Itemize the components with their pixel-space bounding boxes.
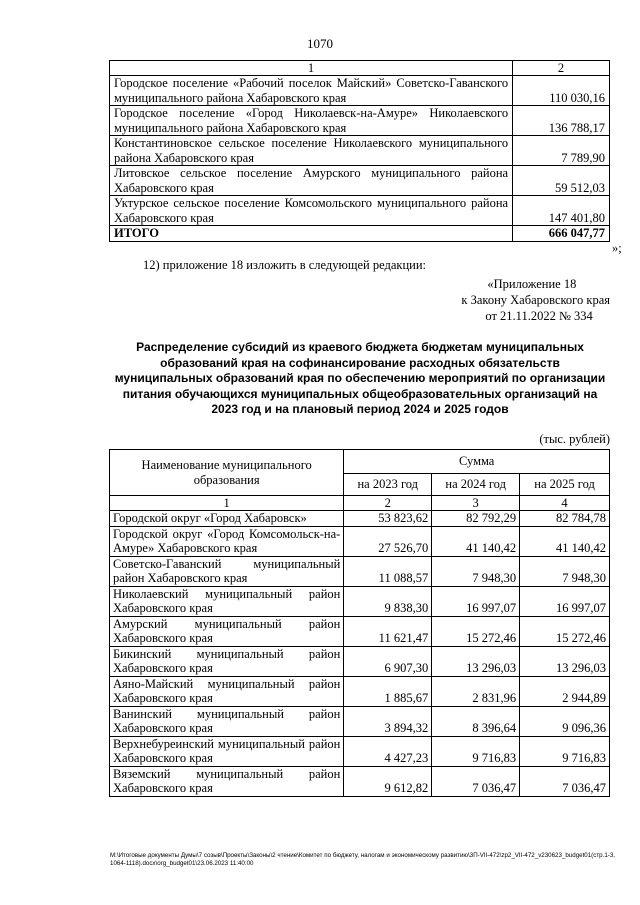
row-value-2024: 82 792,29 xyxy=(432,511,520,527)
appendix-reference xyxy=(461,276,610,324)
header-year-2024: на 2024 год xyxy=(432,474,520,496)
row-name: Городской округ «Город Хабаровск» xyxy=(110,511,344,527)
table-row xyxy=(110,106,610,136)
row-value-2025: 7 948,30 xyxy=(520,556,610,586)
table-row xyxy=(110,676,610,706)
column-number: 4 xyxy=(520,496,610,511)
row-sum: 110 030,16 xyxy=(513,76,610,106)
row-sum: 59 512,03 xyxy=(513,166,610,196)
closing-quote: »; xyxy=(612,241,622,255)
row-value-2024: 7 948,30 xyxy=(432,556,520,586)
row-value-2024: 13 296,03 xyxy=(432,646,520,676)
row-value-2023: 11 088,57 xyxy=(344,556,432,586)
total-label: ИТОГО xyxy=(110,226,513,242)
row-value-2023: 4 427,23 xyxy=(344,736,432,766)
column-number: 1 xyxy=(110,496,344,511)
row-name: Амурский муниципальный район Хабаровского края xyxy=(110,616,344,646)
header-sum: Сумма xyxy=(344,450,610,474)
header-municipality: Наименование муниципального образования xyxy=(110,450,344,496)
row-sum: 147 401,80 xyxy=(513,196,610,226)
table-row xyxy=(110,136,610,166)
row-value-2023: 9 612,82 xyxy=(344,766,432,796)
row-name: Ванинский муниципальный район Хабаровского края xyxy=(110,706,344,736)
table-row xyxy=(110,646,610,676)
page-number: 1070 xyxy=(307,36,333,51)
table-row xyxy=(110,166,610,196)
row-value-2023: 11 621,47 xyxy=(344,616,432,646)
row-value-2023: 3 894,32 xyxy=(344,706,432,736)
column-number: 2 xyxy=(344,496,432,511)
item-12-text: 12) приложение 18 изложить в следующей редакции: xyxy=(143,258,426,272)
row-name: Городское поселение «Город Николаевск-на-Амуре» Николаевского муниципального района Хабаровского края xyxy=(110,106,513,136)
row-name: Николаевский муниципальный район Хабаровского края xyxy=(110,586,344,616)
row-name: Верхнебуреинский муниципальный район Хабаровского края xyxy=(110,736,344,766)
row-sum: 7 789,90 xyxy=(513,136,610,166)
row-value-2023: 9 838,30 xyxy=(344,586,432,616)
table2-numbers-row xyxy=(110,496,610,511)
header-year-2025: на 2025 год xyxy=(520,474,610,496)
row-name: Городской округ «Город Комсомольск-на-Амуре» Хабаровского края xyxy=(110,526,344,556)
row-name: Вяземский муниципальный район Хабаровского края xyxy=(110,766,344,796)
row-value-2024: 2 831,96 xyxy=(432,676,520,706)
row-value-2024: 15 272,46 xyxy=(432,616,520,646)
row-name: Советско-Гаванский муниципальный район Хабаровского края xyxy=(110,556,344,586)
file-path-footer: M:\Итоговые документы Думы\7 созыв\Проекты\Законы\2 чтение\Комитет по бюджету, налогам и экономическому развитию\3П-VII-472\zp2_VII-472_v230623_budget01(стр.1-3, 1064-1118).docx\org_budget01\23.06.2023 11:40:00 xyxy=(110,852,615,867)
row-name: Константиновское сельское поселение Николаевского муниципального района Хабаровского края xyxy=(110,136,513,166)
row-value-2024: 7 036,47 xyxy=(432,766,520,796)
row-value-2025: 2 944,89 xyxy=(520,676,610,706)
total-sum: 666 047,77 xyxy=(513,226,610,242)
appendix-line-1: «Приложение 18 xyxy=(487,277,577,291)
row-name: Литовское сельское поселение Амурского муниципального района Хабаровского края xyxy=(110,166,513,196)
row-name: Городское поселение «Рабочий поселок Майский» Советско-Гаванского муниципального района Хабаровского края xyxy=(110,76,513,106)
appendix-line-2: к Закону Хабаровского края xyxy=(461,293,610,307)
header-year-2023: на 2023 год xyxy=(344,474,432,496)
row-name: Аяно-Майский муниципальный район Хабаровского края xyxy=(110,676,344,706)
table-row xyxy=(110,76,610,106)
row-value-2024: 8 396,64 xyxy=(432,706,520,736)
table-row xyxy=(110,511,610,527)
table-row xyxy=(110,736,610,766)
row-value-2023: 1 885,67 xyxy=(344,676,432,706)
row-value-2023: 27 526,70 xyxy=(344,526,432,556)
document-title: Распределение субсидий из краевого бюджета бюджетам муниципальных образований края на софинансирование расходных обязательств муниципальных образований края по обеспечению мероприятий по организации питания обучающихся муниципальных общеобразовательных организаций на 2023 год и на плановый период 2024 и 2025 годов xyxy=(114,340,606,416)
row-value-2023: 53 823,62 xyxy=(344,511,432,527)
column-number: 3 xyxy=(432,496,520,511)
row-value-2025: 82 784,78 xyxy=(520,511,610,527)
table-row xyxy=(110,556,610,586)
row-value-2025: 7 036,47 xyxy=(520,766,610,796)
subsidy-distribution-table xyxy=(109,449,610,797)
table1-header-col2: 2 xyxy=(513,61,610,76)
row-value-2024: 41 140,42 xyxy=(432,526,520,556)
row-value-2025: 9 096,36 xyxy=(520,706,610,736)
table-row xyxy=(110,526,610,556)
table-row xyxy=(110,766,610,796)
row-value-2024: 16 997,07 xyxy=(432,586,520,616)
total-row xyxy=(110,226,610,242)
row-name: Бикинский муниципальный район Хабаровского края xyxy=(110,646,344,676)
row-value-2025: 9 716,83 xyxy=(520,736,610,766)
table-row xyxy=(110,706,610,736)
appendix-line-3: от 21.11.2022 № 334 xyxy=(485,309,593,323)
row-name: Уктурское сельское поселение Комсомольского муниципального района Хабаровского края xyxy=(110,196,513,226)
table-row xyxy=(110,616,610,646)
table-row xyxy=(110,586,610,616)
row-value-2025: 41 140,42 xyxy=(520,526,610,556)
units-label: (тыс. рублей) xyxy=(539,432,610,446)
table1-header-col1: 1 xyxy=(110,61,513,76)
subsidy-settlements-table xyxy=(109,60,610,242)
table2-header-row xyxy=(110,450,610,474)
table1-header-row xyxy=(110,61,610,76)
row-value-2025: 13 296,03 xyxy=(520,646,610,676)
row-sum: 136 788,17 xyxy=(513,106,610,136)
row-value-2025: 15 272,46 xyxy=(520,616,610,646)
row-value-2025: 16 997,07 xyxy=(520,586,610,616)
row-value-2024: 9 716,83 xyxy=(432,736,520,766)
table-row xyxy=(110,196,610,226)
row-value-2023: 6 907,30 xyxy=(344,646,432,676)
